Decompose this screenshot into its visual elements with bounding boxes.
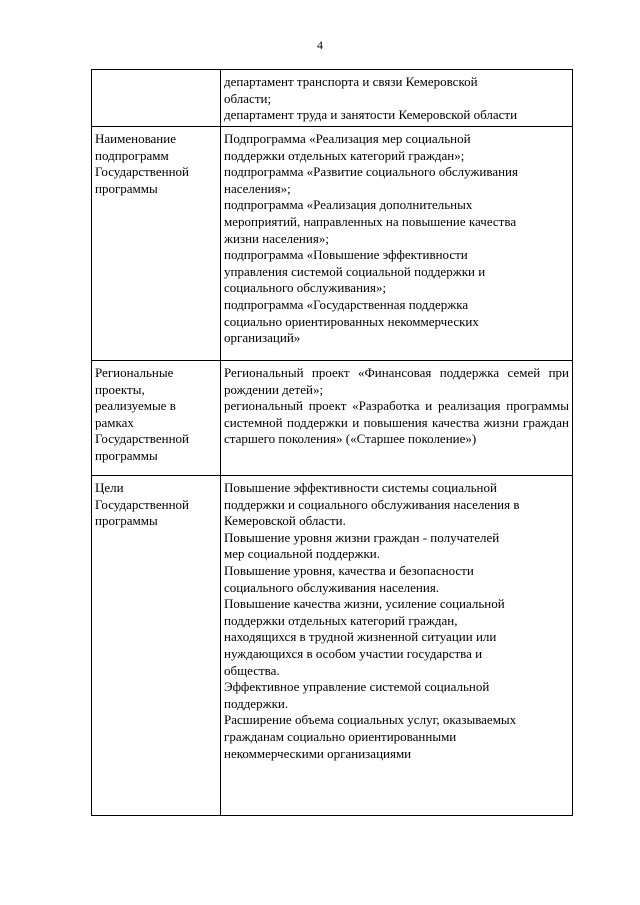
text-line: департамент транспорта и связи Кемеровской — [224, 74, 478, 89]
text-line: находящихся в трудной жизненной ситуации или — [224, 629, 497, 645]
text-line: социально ориентированных некоммерческих — [224, 313, 479, 329]
text-line: поддержки и социального обслуживания населения в — [224, 496, 520, 512]
page-number: 4 — [317, 38, 323, 52]
row-label-cell — [92, 70, 221, 127]
text-line: социального обслуживания населения. — [224, 579, 440, 595]
text-line: Эффективное управление системой социальной — [224, 679, 490, 695]
text-line: нуждающихся в особом участии государства и — [224, 645, 483, 661]
text-line: социального обслуживания»; — [224, 280, 387, 296]
text-line: гражданам социально ориентированными — [224, 728, 457, 744]
table-row — [92, 70, 573, 127]
text-line: мер социальной поддержки. — [224, 546, 380, 562]
text-line: мероприятий, направленных на повышение качества — [224, 213, 517, 229]
text-line: Повышение уровня, качества и безопасности — [224, 562, 474, 578]
text-line: поддержки отдельных категорий граждан, — [224, 612, 458, 628]
row-content-cell — [221, 476, 573, 816]
text-line: поддержки отдельных категорий граждан»; — [224, 147, 465, 163]
text-line: населения»; — [224, 180, 291, 196]
text-line: управления системой социальной поддержки и — [224, 263, 486, 279]
row-content-cell — [221, 127, 573, 361]
text-line: организаций» — [224, 330, 301, 346]
row-label-cell: Наименование подпрограмм Государственной программы — [92, 127, 221, 361]
row-content-cell — [221, 361, 573, 476]
row-label-cell: Цели Государственной программы — [92, 476, 221, 816]
text-line: подпрограмма «Реализация дополнительных — [224, 197, 473, 213]
text-line: Расширение объема социальных услуг, оказываемых — [224, 712, 517, 728]
text-line: жизни населения»; — [224, 230, 329, 246]
table-row — [92, 127, 573, 361]
program-passport-table — [91, 69, 573, 816]
row-label-cell: Региональные проекты, реализуемые в рамках Государственной программы — [92, 361, 221, 476]
text-line: области; — [224, 90, 272, 106]
row-content-cell — [221, 70, 573, 127]
text-line: Повышение эффективности системы социальной — [224, 480, 497, 495]
text-line: Повышение уровня жизни граждан - получателей — [224, 529, 500, 545]
table-row — [92, 361, 573, 476]
text-line: подпрограмма «Повышение эффективности — [224, 247, 468, 263]
text-line: некоммерческими организациями — [224, 745, 412, 761]
table-row — [92, 476, 573, 816]
text-line: Повышение качества жизни, усиление социальной — [224, 596, 505, 612]
text-line: поддержки. — [224, 695, 289, 711]
text-line: Кемеровской области. — [224, 513, 346, 529]
text-line: департамент труда и занятости Кемеровской области — [224, 107, 518, 123]
text-line: подпрограмма «Развитие социального обслуживания — [224, 164, 518, 180]
text-paragraph: Региональный проект «Финансовая поддержка семей при рождении детей»; — [224, 365, 569, 397]
text-line: подпрограмма «Государственная поддержка — [224, 296, 469, 312]
text-line: Подпрограмма «Реализация мер социальной — [224, 131, 471, 146]
text-line: общества. — [224, 662, 280, 678]
text-paragraph: региональный проект «Разработка и реализация программы системной поддержки и повышения качества жизни граждан старшего поколения» («Старшее поколение») — [224, 398, 569, 447]
